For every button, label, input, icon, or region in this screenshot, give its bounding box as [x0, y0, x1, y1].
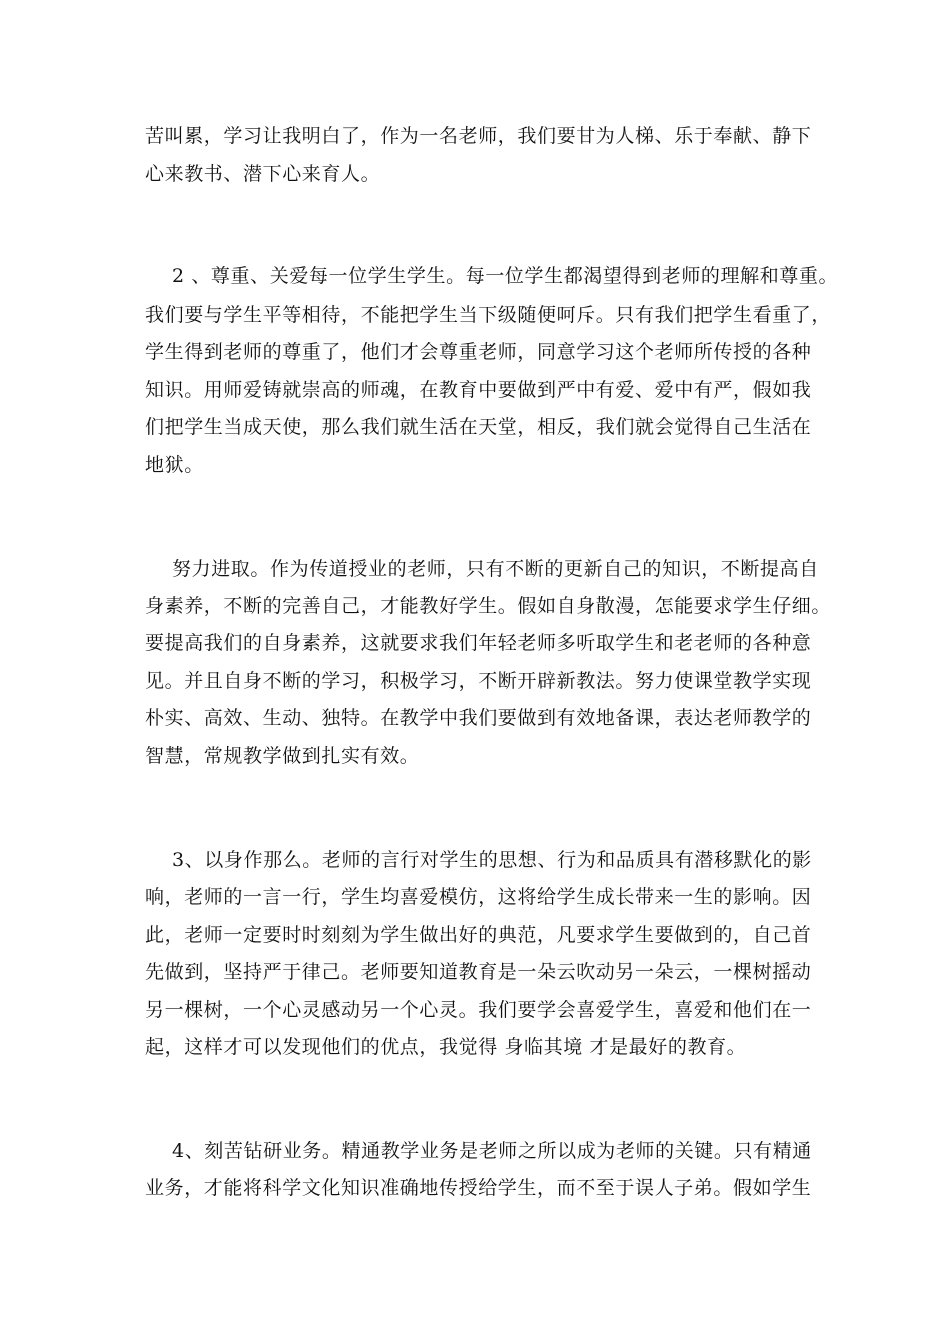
paragraph-1-line-1: 苦叫累，学习让我明白了，作为一名老师，我们要甘为人梯、乐于奉献、静下 — [145, 125, 812, 147]
paragraph-2-line-2: 我们要与学生平等相待，不能把学生当下级随便呵斥。只有我们把学生看重了， — [145, 304, 832, 326]
paragraph-4-line-6: 起，这样才可以发现他们的优点，我觉得 身临其境 才是最好的教育。 — [145, 1036, 747, 1058]
paragraph-2-line-3: 学生得到老师的尊重了，他们才会尊重老师，同意学习这个老师所传授的各种 — [145, 341, 812, 363]
paragraph-4-line-1: 3、以身作那么。老师的言行对学生的思想、行为和品质具有潜移默化的影 — [172, 849, 812, 871]
paragraph-4-line-2: 响，老师的一言一行，学生均喜爱模仿，这将给学生成长带来一生的影响。因 — [145, 886, 812, 908]
paragraph-4-line-5: 另一棵树，一个心灵感动另一个心灵。我们要学会喜爱学生，喜爱和他们在一 — [145, 999, 812, 1021]
paragraph-4-line-3: 此，老师一定要时时刻刻为学生做出好的典范，凡要求学生要做到的，自己首 — [145, 924, 812, 946]
paragraph-2-line-4: 知识。用师爱铸就崇高的师魂，在教育中要做到严中有爱、爱中有严，假如我 — [145, 379, 812, 401]
paragraph-3-line-3: 要提高我们的自身素养，这就要求我们年轻老师多听取学生和老老师的各种意 — [145, 632, 812, 654]
paragraph-5-line-2: 业务，才能将科学文化知识准确地传授给学生，而不至于误人子弟。假如学生 — [145, 1177, 812, 1199]
paragraph-3-line-6: 智慧，常规教学做到扎实有效。 — [145, 745, 420, 767]
paragraph-2-line-6: 地狱。 — [145, 454, 204, 476]
paragraph-4-line-4: 先做到，坚持严于律己。老师要知道教育是一朵云吹动另一朵云，一棵树摇动 — [145, 961, 812, 983]
paragraph-5-line-1: 4、刻苦钻研业务。精通教学业务是老师之所以成为老师的关键。只有精通 — [172, 1140, 812, 1162]
paragraph-3-line-1: 努力进取。作为传道授业的老师，只有不断的更新自己的知识，不断提高自 — [172, 558, 819, 580]
paragraph-2-line-5: 们把学生当成天使，那么我们就生活在天堂，相反，我们就会觉得自己生活在 — [145, 416, 812, 438]
paragraph-3-line-5: 朴实、高效、生动、独特。在教学中我们要做到有效地备课，表达老师教学的 — [145, 707, 812, 729]
paragraph-3-line-2: 身素养，不断的完善自己，才能教好学生。假如自身散漫，怎能要求学生仔细。 — [145, 595, 832, 617]
paragraph-3-line-4: 见。并且自身不断的学习，积极学习，不断开辟新教法。努力使课堂教学实现 — [145, 670, 812, 692]
paragraph-1-line-2: 心来教书、潜下心来育人。 — [145, 163, 381, 185]
paragraph-2-line-1: 2 、尊重、关爱每一位学生学生。每一位学生都渴望得到老师的理解和尊重。 — [172, 265, 839, 287]
